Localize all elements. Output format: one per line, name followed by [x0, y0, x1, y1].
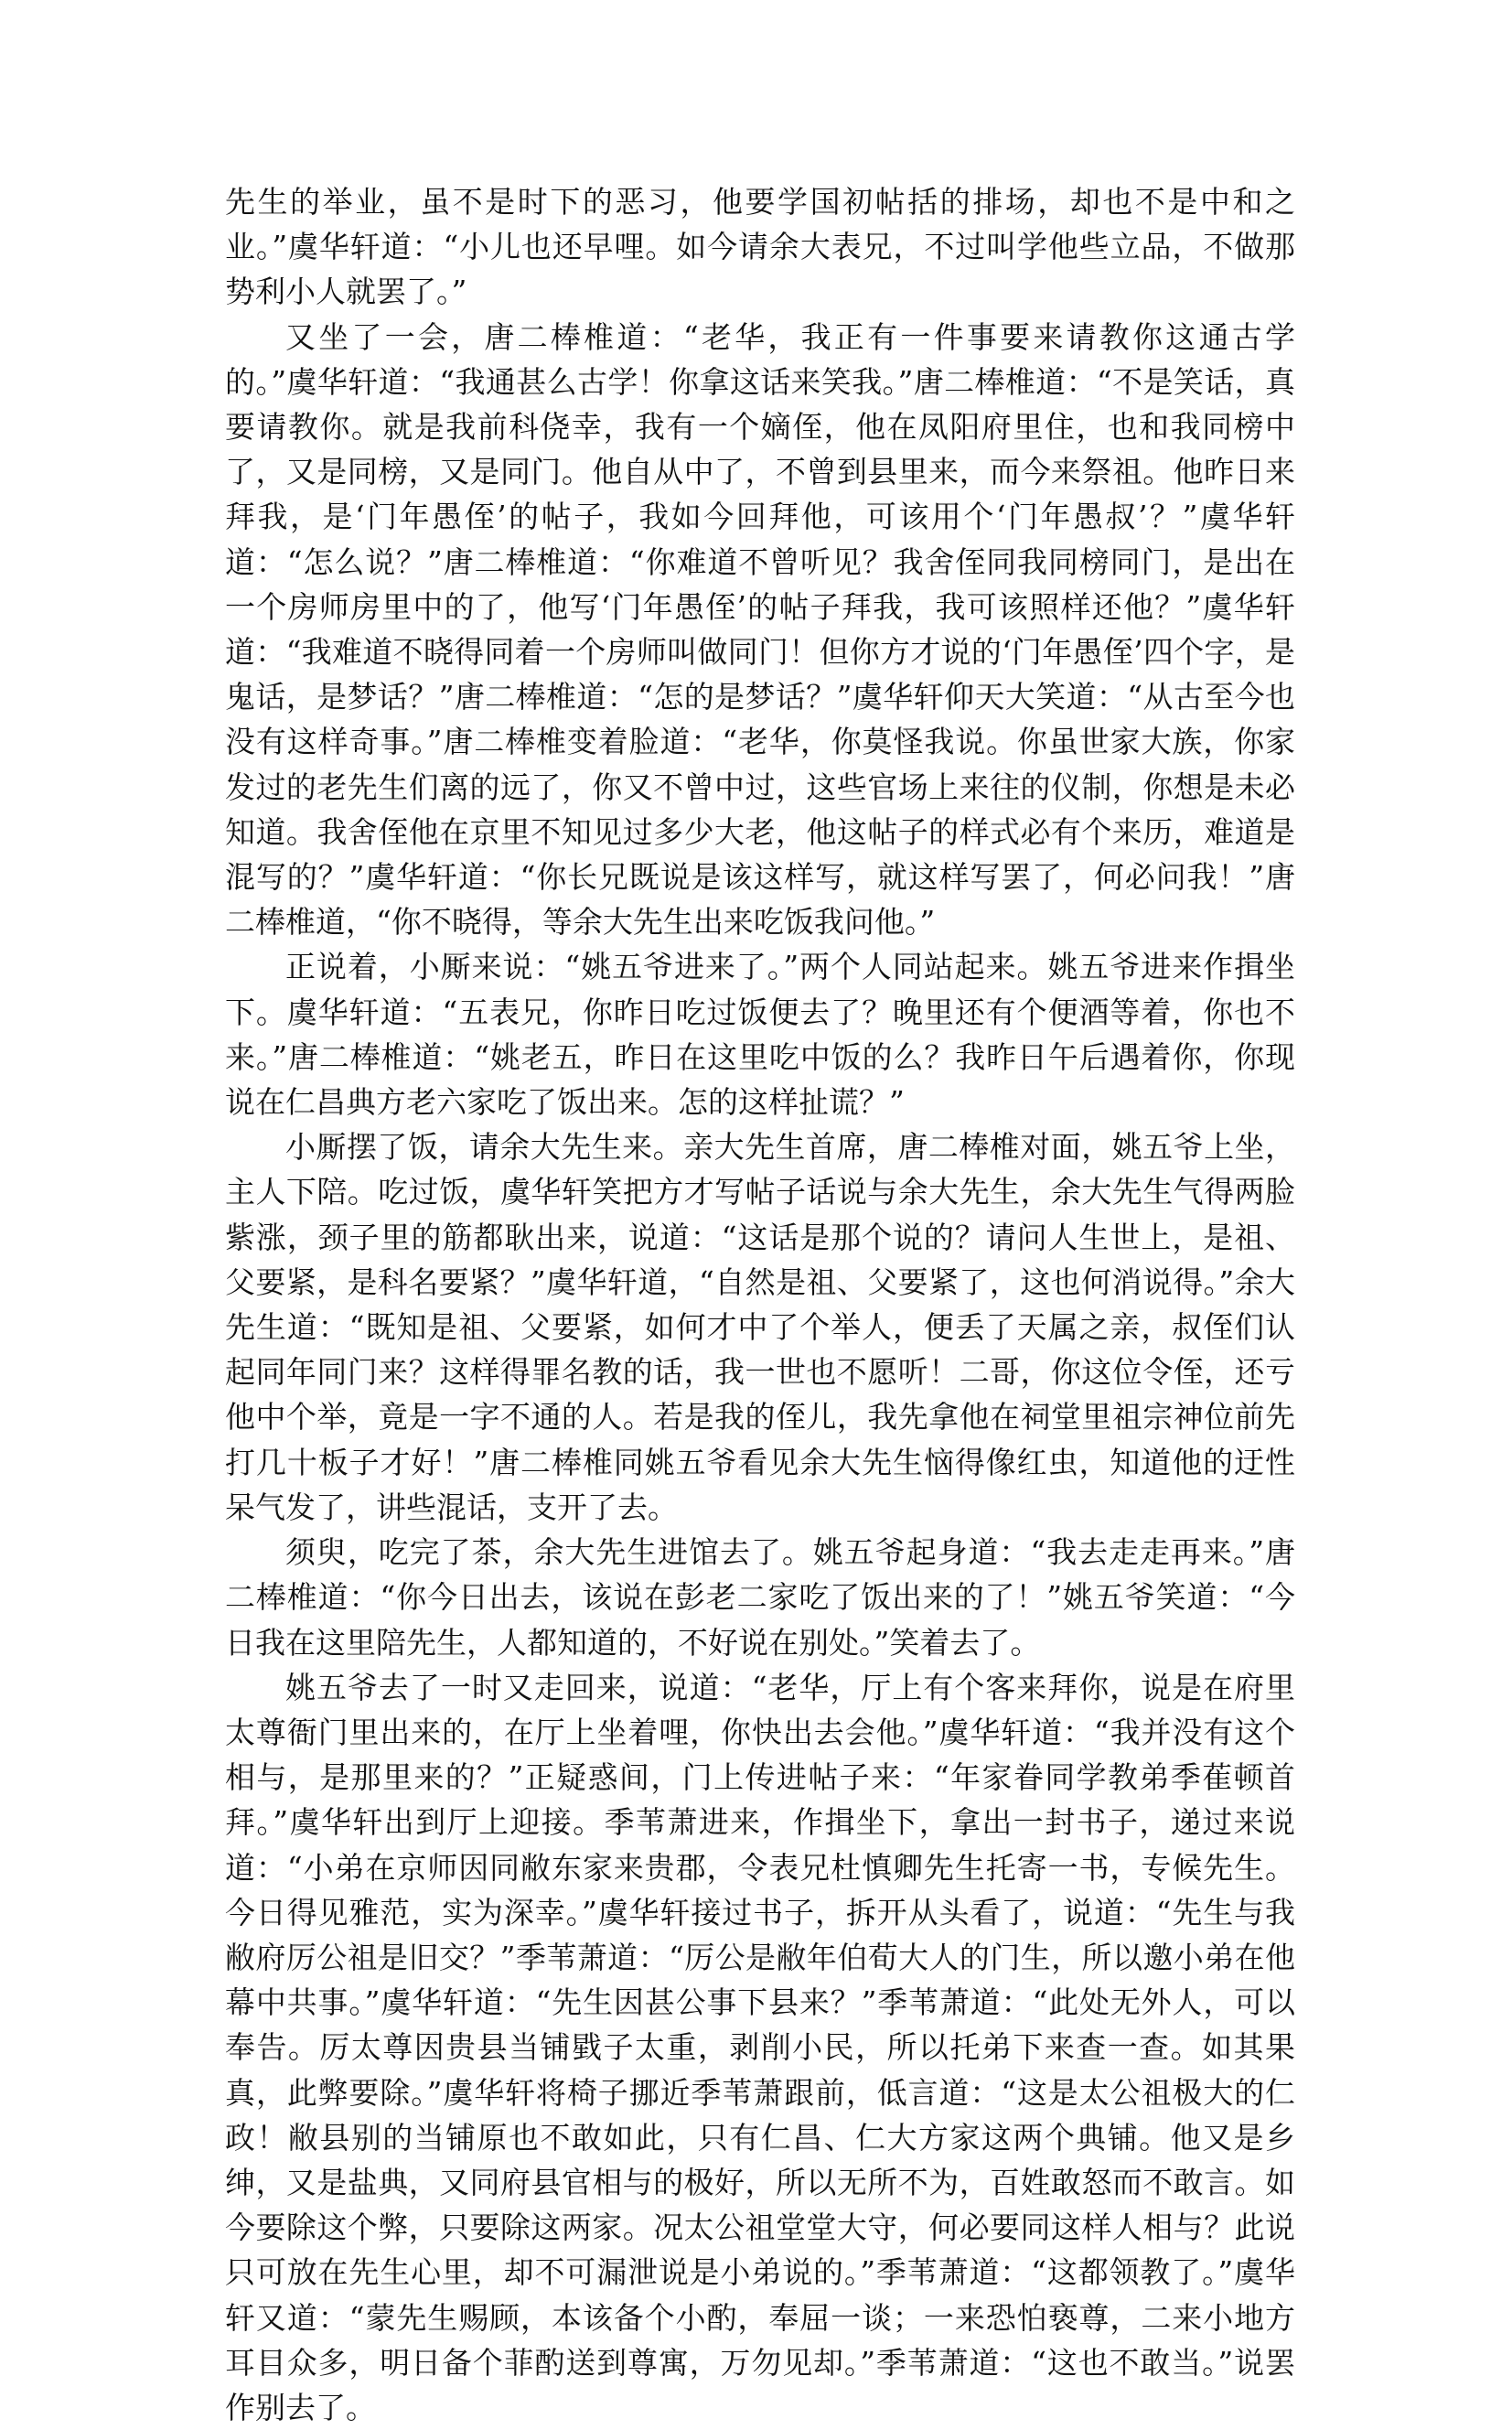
- paragraph-5: 须臾，吃完了茶，余大先生进馆去了。姚五爷起身道：“我去走走再来。”唐二棒椎道：“你今日出去，该说在彭老二家吃了饭出来的了！”姚五爷笑道：“今日我在这里陪先生，人都知道的，不好说在别处。”笑着去了。: [225, 1534, 1295, 1661]
- paragraph-4: 小厮摆了饭，请余大先生来。亲大先生首席，唐二棒椎对面，姚五爷上坐，主人下陪。吃过饭，虞华轩笑把方才写帖子话说与余大先生，余大先生气得两脸紫涨，颈子里的筋都耿出来，说道：“这话是那个说的？请问人生世上，是祖、父要紧，是科名要紧？”虞华轩道，“自然是祖、父要紧了，这也何消说得。”余大先生道：“既知是祖、父要紧，如何才中了个举人，便丢了天属之亲，叔侄们认起同年同门来？这样得罪名教的话，我一世也不愿听！二哥，你这位令侄，还亏他中个举，竟是一字不通的人。若是我的侄儿，我先拿他在祠堂里祖宗神位前先打几十板子才好！”唐二棒椎同姚五爷看见余大先生恼得像红虫，知道他的迂性呆气发了，讲些混话，支开了去。: [225, 1129, 1295, 1525]
- paragraph-3: 正说着，小厮来说：“姚五爷进来了。”两个人同站起来。姚五爷进来作揖坐下。虞华轩道：“五表兄，你昨日吃过饭便去了？晚里还有个便酒等着，你也不来。”唐二棒椎道：“姚老五，昨日在这里吃中饭的么？我昨日午后遇着你，你现说在仁昌典方老六家吃了饭出来。怎的这样扯谎？”: [225, 949, 1295, 1121]
- paragraph-1: 先生的举业，虽不是时下的恶习，他要学国初帖括的排场，却也不是中和之业。”虞华轩道：“小儿也还早哩。如今请余大表兄，不过叫学他些立品，不做那势利小人就罢了。”: [225, 184, 1295, 310]
- document-page: [225, 179, 1295, 2430]
- paragraph-6: 姚五爷去了一时又走回来，说道：“老华，厅上有个客来拜你，说是在府里太尊衙门里出来的，在厅上坐着哩，你快出去会他。”虞华轩道：“我并没有这个相与，是那里来的？”正疑惑间，门上传进帖子来：“年家眷同学教弟季萑顿首拜。”虞华轩出到厅上迎接。季苇萧进来，作揖坐下，拿出一封书子，递过来说道：“小弟在京师因同敝东家来贵郡，令表兄杜慎卿先生托寄一书，专候先生。今日得见雅范，实为深幸。”虞华轩接过书子，拆开从头看了，说道：“先生与我敝府厉公祖是旧交？”季苇萧道：“厉公是敝年伯荀大人的门生，所以邀小弟在他幕中共事。”虞华轩道：“先生因甚公事下县来？”季苇萧道：“此处无外人，可以奉告。厉太尊因贵县当铺戥子太重，剥削小民，所以托弟下来查一查。如其果真，此弊要除。”虞华轩将椅子挪近季苇萧跟前，低言道：“这是太公祖极大的仁政！敝县别的当铺原也不敢如此，只有仁昌、仁大方家这两个典铺。他又是乡绅，又是盐典，又同府县官相与的极好，所以无所不为，百姓敢怒而不敢言。如今要除这个弊，只要除这两家。况太公祖堂堂大守，何必要同这样人相与？此说只可放在先生心里，却不可漏泄说是小弟说的。”季苇萧道：“这都领教了。”虞华轩又道：“蒙先生赐顾，本该备个小酌，奉屈一谈；一来恐怕亵尊，二来小地方耳目众多，明日备个菲酌送到尊寓，万勿见却。”季苇萧道：“这也不敢当。”说罢作别去了。: [225, 1669, 1295, 2425]
- paragraph-2: 又坐了一会，唐二棒椎道：“老华，我正有一件事要来请教你这通古学的。”虞华轩道：“我通甚么古学！你拿这话来笑我。”唐二棒椎道：“不是笑话，真要请教你。就是我前科侥幸，我有一个嫡侄，他在凤阳府里住，也和我同榜中了，又是同榜，又是同门。他自从中了，不曾到县里来，而今来祭祖。他昨日来拜我，是‘门年愚侄’的帖子，我如今回拜他，可该用个‘门年愚叔’？”虞华轩道：“怎么说？”唐二棒椎道：“你难道不曾听见？我舍侄同我同榜同门，是出在一个房师房里中的了，他写‘门年愚侄’的帖子拜我，我可该照样还他？”虞华轩道：“我难道不晓得同着一个房师叫做同门！但你方才说的‘门年愚侄’四个字，是鬼话，是梦话？”唐二棒椎道：“怎的是梦话？”虞华轩仰天大笑道：“从古至今也没有这样奇事。”唐二棒椎变着脸道：“老华，你莫怪我说。你虽世家大族，你家发过的老先生们离的远了，你又不曾中过，这些官场上来往的仪制，你想是未必知道。我舍侄他在京里不知见过多少大老，他这帖子的样式必有个来历，难道是混写的？”虞华轩道：“你长兄既说是该这样写，就这样写罢了，何必问我！”唐二棒椎道，“你不晓得，等余大先生出来吃饭我问他。”: [225, 318, 1295, 941]
